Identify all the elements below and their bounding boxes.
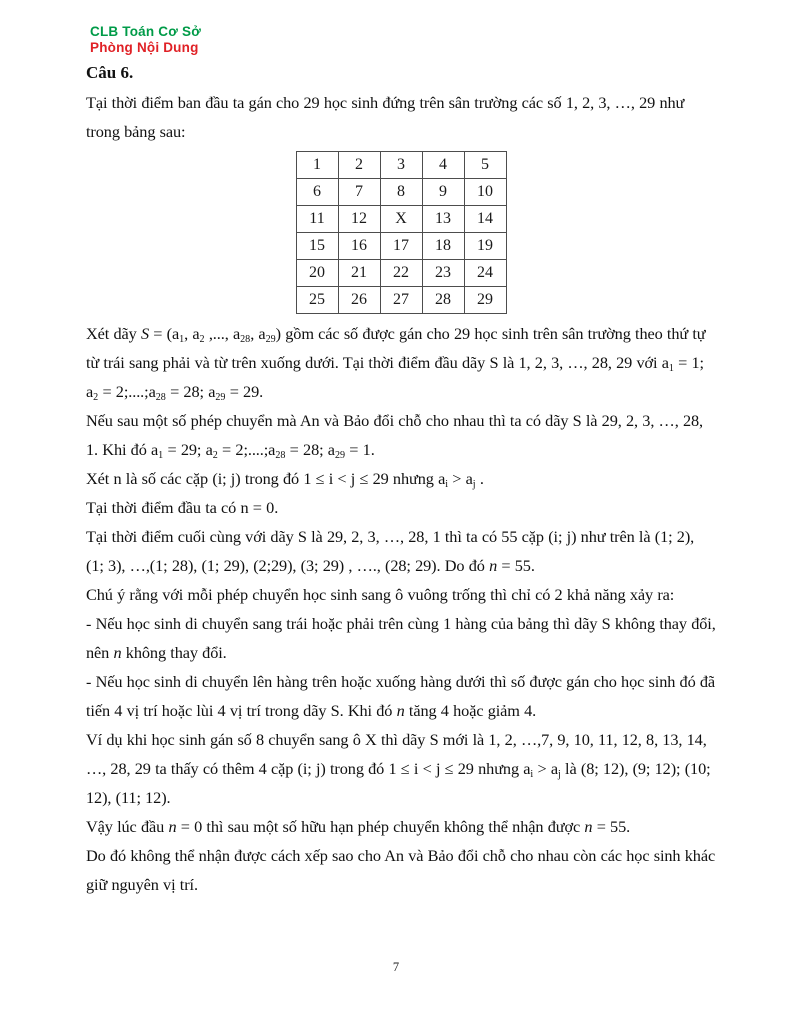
text-segment: n (489, 556, 498, 575)
text-segment: j (472, 478, 476, 490)
table-cell: 2 (338, 152, 380, 179)
table-cell: 9 (422, 179, 464, 206)
paragraph-case-horizontal (86, 609, 716, 667)
document-header (90, 24, 201, 56)
text-segment: S (140, 324, 150, 343)
table-row (296, 179, 506, 206)
text-segment: i (530, 768, 534, 780)
text-segment: = 2;....;a (98, 382, 156, 401)
text-segment: = 55. (497, 556, 535, 575)
table-cell: 3 (380, 152, 422, 179)
table-cell: 27 (380, 287, 422, 314)
table-cell: 21 (338, 260, 380, 287)
table-cell: 1 (296, 152, 338, 179)
text-segment: 1 (179, 333, 185, 345)
text-segment: ,..., a (204, 324, 241, 343)
text-segment: 1 (668, 362, 674, 374)
text-segment: 2 (212, 449, 218, 461)
text-segment: Do đó không thể nhận được cách xếp sao cho An và Bảo đổi chỗ cho nhau còn các học sinh khác giữ nguyên vị trí. (86, 846, 716, 894)
text-segment: Xét dãy (86, 324, 141, 343)
text-segment: = 28; a (285, 440, 335, 459)
text-segment: n (396, 701, 405, 720)
text-segment: > a (533, 759, 558, 778)
paragraph-sequence-definition (86, 319, 716, 406)
paragraph-example (86, 725, 716, 812)
text-segment: = 2;....;a (217, 440, 276, 459)
table-cell: 11 (296, 206, 338, 233)
text-segment: , a (250, 324, 266, 343)
table-cell: 25 (296, 287, 338, 314)
table-cell: 24 (464, 260, 506, 287)
table-cell: 19 (464, 233, 506, 260)
page-footer (0, 960, 792, 975)
table-cell: 18 (422, 233, 464, 260)
text-segment: 29 (215, 391, 226, 403)
table-row (296, 152, 506, 179)
table-cell: 10 (464, 179, 506, 206)
text-segment: = (a (149, 324, 180, 343)
paragraph-pairs-definition (86, 464, 716, 493)
text-segment: Tại thời điểm ban đầu ta gán cho 29 học sinh đứng trên sân trường các số 1, 2, 3, …, 29 như trong bảng sau: (86, 93, 685, 141)
table-cell: 6 (296, 179, 338, 206)
text-segment: tăng 4 hoặc giảm 4. (404, 701, 537, 720)
text-segment: n (584, 817, 593, 836)
text-segment: = 29. (225, 382, 264, 401)
table-row (296, 287, 506, 314)
text-segment: - Nếu học sinh di chuyển sang trái hoặc phải trên cùng 1 hàng của bảng thì dãy S không thay đổi, nên (86, 614, 716, 662)
text-segment: j (557, 768, 561, 780)
text-segment: = 1. (345, 440, 375, 459)
table-cell: 22 (380, 260, 422, 287)
paragraph-case-vertical (86, 667, 716, 725)
text-segment: Xét n là số các cặp (i; j) trong đó 1 ≤ i < j ≤ 29 nhưng a (86, 469, 446, 488)
number-grid-table (296, 151, 507, 314)
table-cell: 12 (338, 206, 380, 233)
text-segment: không thay đổi. (121, 643, 227, 662)
table-cell: 28 (422, 287, 464, 314)
text-segment: Tại thời điểm cuối cùng với dãy S là 29, 2, 3, …, 28, 1 thì ta có 55 cặp (i; j) như trên là (1; 2), (1; 3), …,(1; 28), (1; 29), (2;29), (3; 29) , …., (28; 29). Do đó (86, 527, 695, 575)
text-segment: 28 (155, 391, 166, 403)
table-row (296, 206, 506, 233)
table-cell: 23 (422, 260, 464, 287)
table-cell: X (380, 206, 422, 233)
text-segment: n (168, 817, 177, 836)
text-segment: Tại thời điểm đầu ta có n = 0. (86, 498, 279, 517)
table-cell: 20 (296, 260, 338, 287)
text-segment: = 29; a (163, 440, 213, 459)
table-cell: 17 (380, 233, 422, 260)
page-number: 7 (392, 960, 400, 974)
question-label: Câu 6. (86, 63, 134, 82)
paragraph-note (86, 580, 716, 609)
text-segment: 28 (275, 449, 286, 461)
text-segment: Vậy lúc đầu (86, 817, 169, 836)
text-segment: > a (448, 469, 473, 488)
text-segment: 28 (240, 333, 251, 345)
text-segment: - Nếu học sinh di chuyển lên hàng trên hoặc xuống hàng dưới thì số được gán cho học sinh đó đã tiến 4 vị trí hoặc lùi 4 vị trí trong dãy S. Khi đó (86, 672, 716, 720)
text-segment: 29 (334, 449, 346, 461)
table-cell: 8 (380, 179, 422, 206)
paragraph-conclusion-2 (86, 841, 716, 899)
table-cell: 7 (338, 179, 380, 206)
table-cell: 13 (422, 206, 464, 233)
table-cell: 4 (422, 152, 464, 179)
dept-name: Phòng Nội Dung (90, 40, 199, 55)
text-segment: = 28; a (165, 382, 216, 401)
text-segment: 1 (158, 449, 164, 461)
table-cell: 5 (464, 152, 506, 179)
text-segment: = 0 thì sau một số hữu hạn phép chuyển không thể nhận được (176, 817, 585, 836)
org-name: CLB Toán Cơ Sở (90, 24, 201, 39)
table-row (296, 233, 506, 260)
table-cell: 16 (338, 233, 380, 260)
text-segment: = 55. (592, 817, 631, 836)
table-cell: 14 (464, 206, 506, 233)
paragraph-conclusion-1 (86, 812, 716, 841)
text-segment: là (8; 12), (9; 12); (10; 12), (11; 12). (86, 759, 711, 807)
table-row (296, 260, 506, 287)
text-segment: 2 (199, 333, 205, 345)
text-segment: . (475, 469, 484, 488)
text-segment: 29 (265, 333, 276, 345)
paragraph-swap-case (86, 406, 716, 464)
paragraph-initial-n (86, 493, 716, 522)
text-segment: i (445, 478, 449, 490)
text-segment: = 1; a (86, 353, 704, 401)
table-cell: 26 (338, 287, 380, 314)
paragraph-final-n (86, 522, 716, 580)
text-segment: Nếu sau một số phép chuyển mà An và Bảo đổi chỗ cho nhau thì ta có dãy S là 29, 2, 3, …, 28, 1. Khi đó a (86, 411, 704, 459)
text-segment: 2 (93, 391, 99, 403)
document-body (86, 60, 716, 899)
text-segment: ) gồm các số được gán cho 29 học sinh trên sân trường theo thứ tự từ trái sang phải và từ trên xuống dưới. Tại thời điểm đầu dãy S là 1, 2, 3, …, 28, 29 với a (86, 324, 706, 372)
table-cell: 29 (464, 287, 506, 314)
paragraph-intro (86, 88, 716, 146)
text-segment: , a (184, 324, 200, 343)
text-segment: Ví dụ khi học sinh gán số 8 chuyển sang ô X thì dãy S mới là 1, 2, …,7, 9, 10, 11, 12, 8, 13, 14, …, 28, 29 ta thấy có thêm 4 cặp (i; j) trong đó 1 ≤ i < j ≤ 29 nhưng a (86, 730, 707, 778)
table-cell: 15 (296, 233, 338, 260)
text-segment: Chú ý rằng với mỗi phép chuyển học sinh sang ô vuông trống thì chỉ có 2 khả năng xảy ra: (86, 585, 675, 604)
text-segment: n (113, 643, 122, 662)
